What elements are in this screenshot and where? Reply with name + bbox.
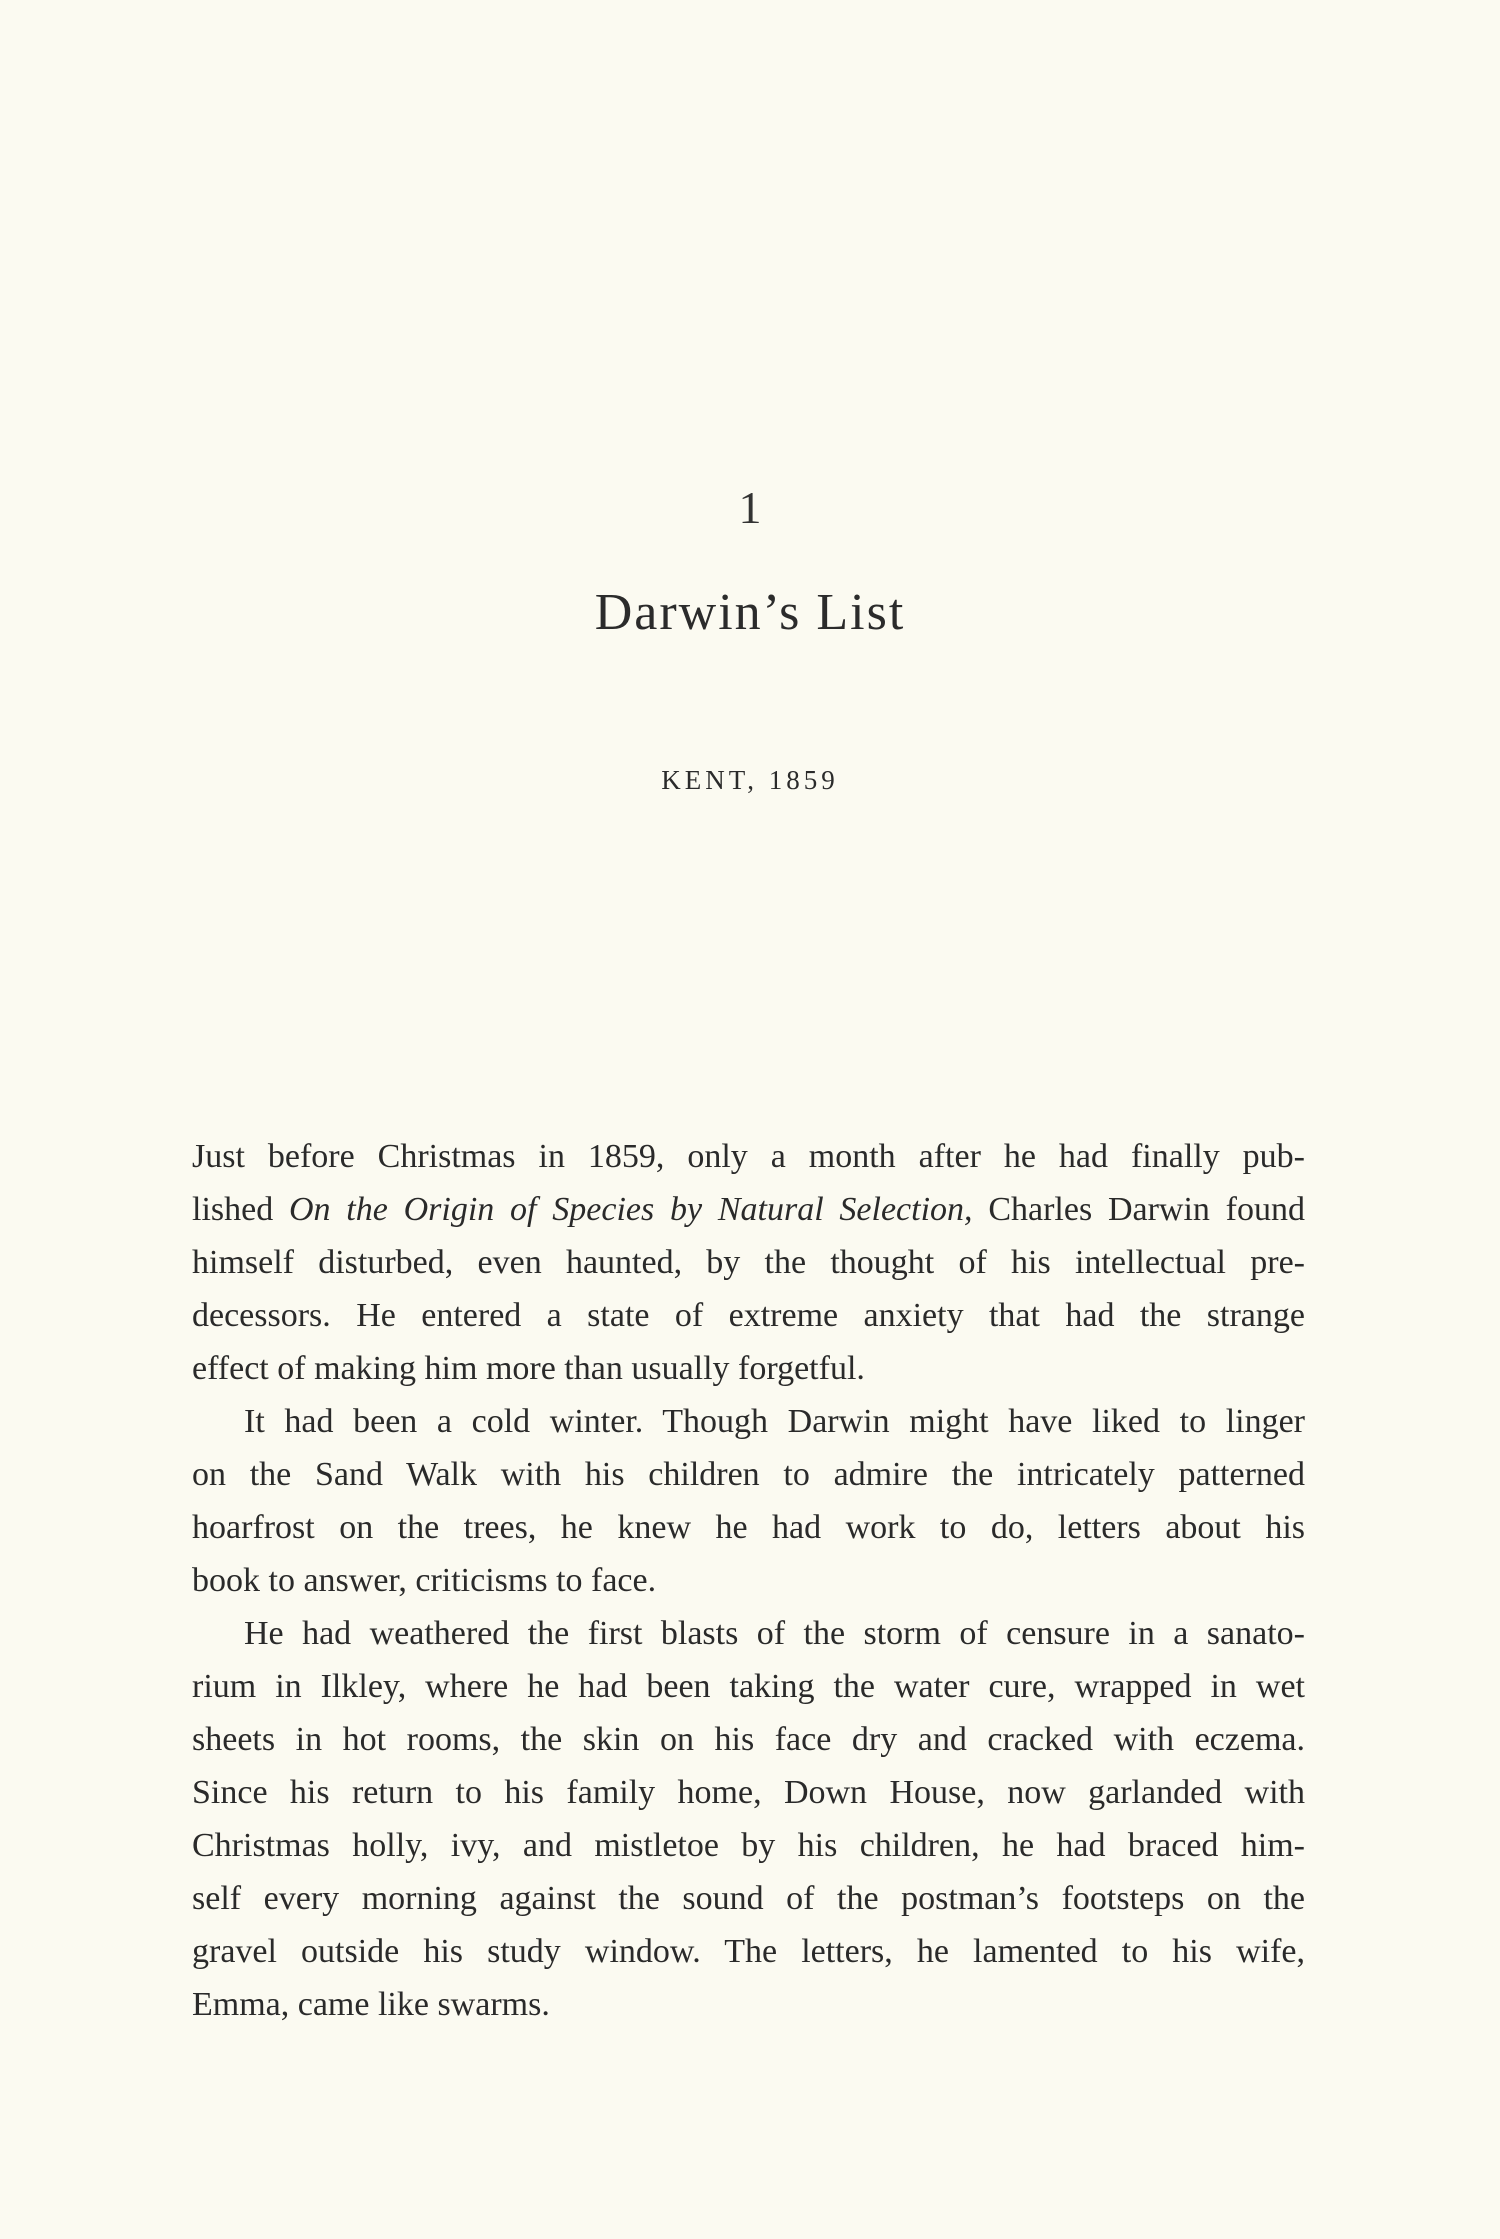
text-line: Emma, came like swarms. <box>192 1986 550 2023</box>
text-line: It had been a cold winter. Though Darwin might have liked to linger <box>244 1403 1305 1440</box>
text-segment: Charles Darwin found <box>972 1191 1306 1228</box>
chapter-number: 1 <box>738 482 762 533</box>
text-line: Just before Christmas in 1859, only a month after he had finally pub- <box>192 1138 1305 1175</box>
text-line <box>192 1183 1305 1236</box>
text-line: Christmas holly, ivy, and mistletoe by his children, he had braced him- <box>192 1827 1305 1864</box>
text-line: self every morning against the sound of the postman’s footsteps on the <box>192 1880 1305 1917</box>
text-line: sheets in hot rooms, the skin on his face dry and cracked with eczema. <box>192 1721 1305 1758</box>
paragraph <box>192 1130 1305 1395</box>
text-line: himself disturbed, even haunted, by the thought of his intellectual pre- <box>192 1244 1305 1281</box>
text-line: on the Sand Walk with his children to admire the intricately patterned <box>192 1456 1305 1493</box>
text-line: He had weathered the first blasts of the storm of censure in a sanato- <box>244 1615 1305 1652</box>
chapter-title: Darwin’s List <box>594 584 906 641</box>
paragraph <box>192 1607 1305 2031</box>
book-title-italic: On the Origin of Species by Natural Selection, <box>288 1191 973 1228</box>
text-segment: lished <box>192 1191 289 1228</box>
text-line: book to answer, criticisms to face. <box>192 1562 657 1599</box>
text-line: effect of making him more than usually forgetful. <box>192 1350 865 1387</box>
text-line: Since his return to his family home, Down House, now garlanded with <box>192 1774 1305 1811</box>
chapter-body <box>192 1130 1305 2031</box>
paragraph <box>192 1395 1305 1607</box>
text-line: hoarfrost on the trees, he knew he had work to do, letters about his <box>192 1509 1305 1546</box>
text-line: gravel outside his study window. The letters, he lamented to his wife, <box>192 1933 1305 1970</box>
text-line: rium in Ilkley, where he had been taking the water cure, wrapped in wet <box>192 1668 1305 1705</box>
chapter-place-date: KENT, 1859 <box>661 765 839 795</box>
text-line: decessors. He entered a state of extreme anxiety that had the strange <box>192 1297 1305 1334</box>
